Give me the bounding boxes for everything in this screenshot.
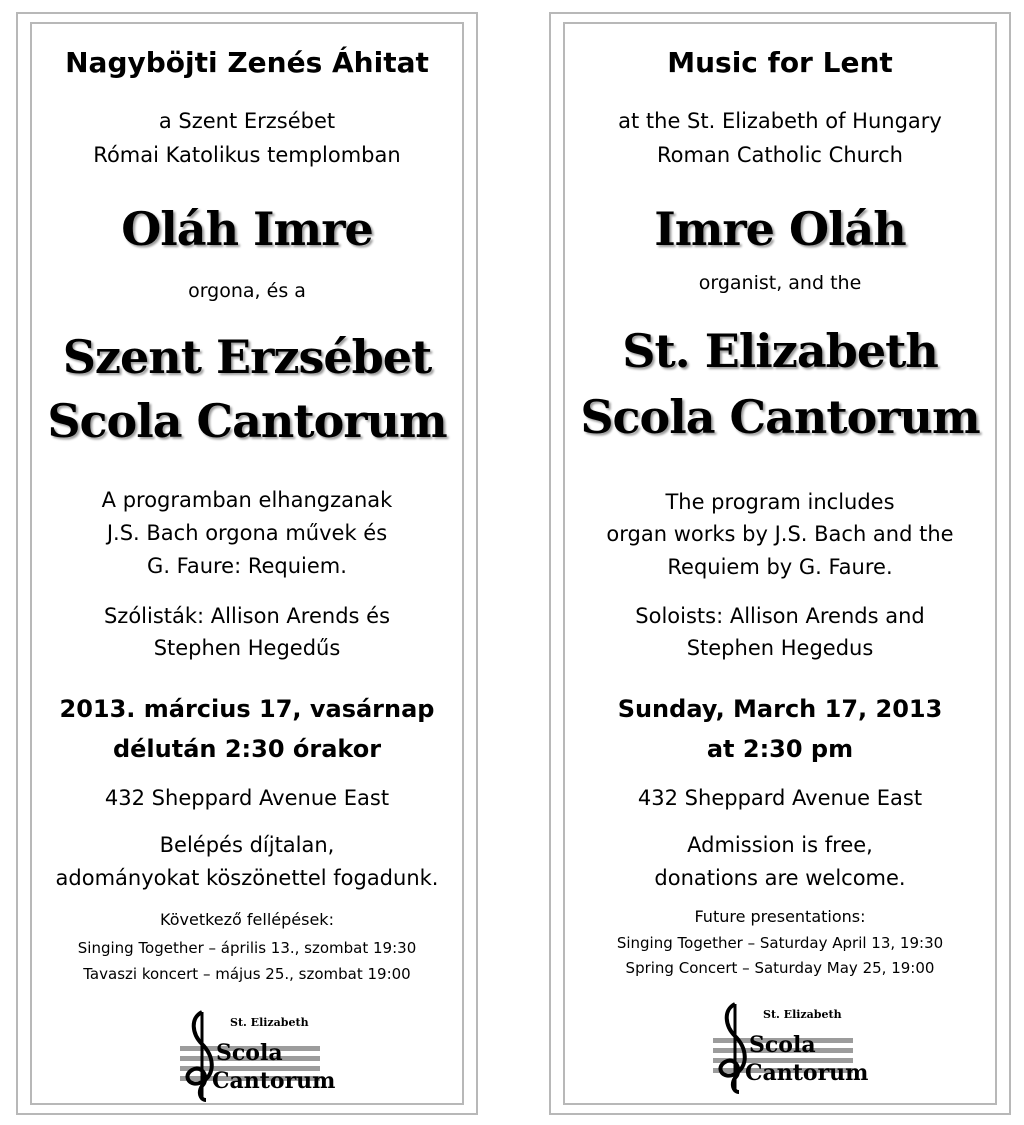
flyer-inner-border bbox=[563, 22, 997, 1105]
logo-small-text: St. Elizabeth bbox=[230, 1016, 309, 1029]
soloists-line-1: Soloists: Allison Arends and bbox=[635, 604, 925, 628]
address: 432 Sheppard Avenue East bbox=[104, 786, 390, 810]
ensemble-line-1: St. Elizabeth bbox=[622, 324, 938, 378]
date-line-1: 2013. március 17, vasárnap bbox=[59, 695, 435, 723]
venue-line-2: Roman Catholic Church bbox=[657, 143, 903, 167]
address: 432 Sheppard Avenue East bbox=[637, 786, 923, 810]
admission-line-1: Admission is free, bbox=[687, 833, 873, 857]
scola-cantorum-logo bbox=[705, 996, 869, 1096]
ensemble-line-1: Szent Erzsébet bbox=[62, 330, 432, 384]
program-line-3: Requiem by G. Faure. bbox=[667, 555, 893, 579]
date-line-2: délután 2:30 órakor bbox=[112, 735, 382, 763]
ensemble-line-2: Scola Cantorum bbox=[47, 394, 447, 448]
soloists-line-2: Stephen Hegedűs bbox=[153, 636, 341, 660]
venue-line-1: a Szent Erzsébet bbox=[158, 109, 336, 133]
logo-graphic bbox=[705, 996, 869, 1096]
flyer-hungarian bbox=[16, 12, 478, 1115]
logo-line-1: Scola bbox=[216, 1040, 283, 1066]
program-line-1: The program includes bbox=[665, 490, 895, 514]
program-line-1: A programban elhangzanak bbox=[101, 488, 393, 512]
future-title: Future presentations: bbox=[694, 907, 866, 926]
future-item-2: Spring Concert – Saturday May 25, 19:00 bbox=[625, 959, 935, 977]
soloists-line-2: Stephen Hegedus bbox=[686, 636, 874, 660]
performer-role: organist, and the bbox=[698, 272, 862, 294]
venue-line-1: at the St. Elizabeth of Hungary bbox=[618, 109, 942, 133]
admission-line-2: adományokat köszönettel fogadunk. bbox=[55, 866, 439, 890]
flyer-inner-border bbox=[30, 22, 464, 1105]
soloists-line-1: Szólisták: Allison Arends és bbox=[103, 604, 391, 628]
program-line-2: organ works by J.S. Bach and the bbox=[606, 522, 954, 546]
performer-name: Oláh Imre bbox=[121, 202, 373, 256]
scola-cantorum-logo bbox=[172, 1004, 336, 1104]
performer-name: Imre Oláh bbox=[654, 202, 906, 256]
logo-graphic bbox=[172, 1004, 336, 1104]
future-item-2: Tavaszi koncert – május 25., szombat 19:00 bbox=[83, 965, 411, 983]
performer-role: orgona, és a bbox=[188, 280, 306, 302]
future-item-1: Singing Together – április 13., szombat 19:30 bbox=[77, 939, 417, 957]
admission-line-1: Belépés díjtalan, bbox=[159, 833, 335, 857]
flyer-english bbox=[549, 12, 1011, 1115]
logo-line-2: Cantorum bbox=[212, 1068, 336, 1094]
logo-line-2: Cantorum bbox=[745, 1060, 869, 1086]
ensemble-line-2: Scola Cantorum bbox=[580, 390, 980, 444]
program-line-3: G. Faure: Requiem. bbox=[147, 554, 347, 578]
date-line-2: at 2:30 pm bbox=[706, 735, 854, 763]
logo-line-1: Scola bbox=[749, 1032, 816, 1058]
venue-line-2: Római Katolikus templomban bbox=[93, 143, 401, 167]
future-title: Következő fellépések: bbox=[160, 910, 334, 929]
flyer-heading: Nagyböjti Zenés Áhitat bbox=[65, 46, 429, 79]
flyer-heading: Music for Lent bbox=[667, 46, 893, 79]
date-line-1: Sunday, March 17, 2013 bbox=[617, 695, 943, 723]
future-item-1: Singing Together – Saturday April 13, 19:30 bbox=[616, 934, 944, 952]
logo-small-text: St. Elizabeth bbox=[763, 1008, 842, 1021]
program-line-2: J.S. Bach orgona művek és bbox=[106, 521, 388, 545]
admission-line-2: donations are welcome. bbox=[654, 866, 906, 890]
